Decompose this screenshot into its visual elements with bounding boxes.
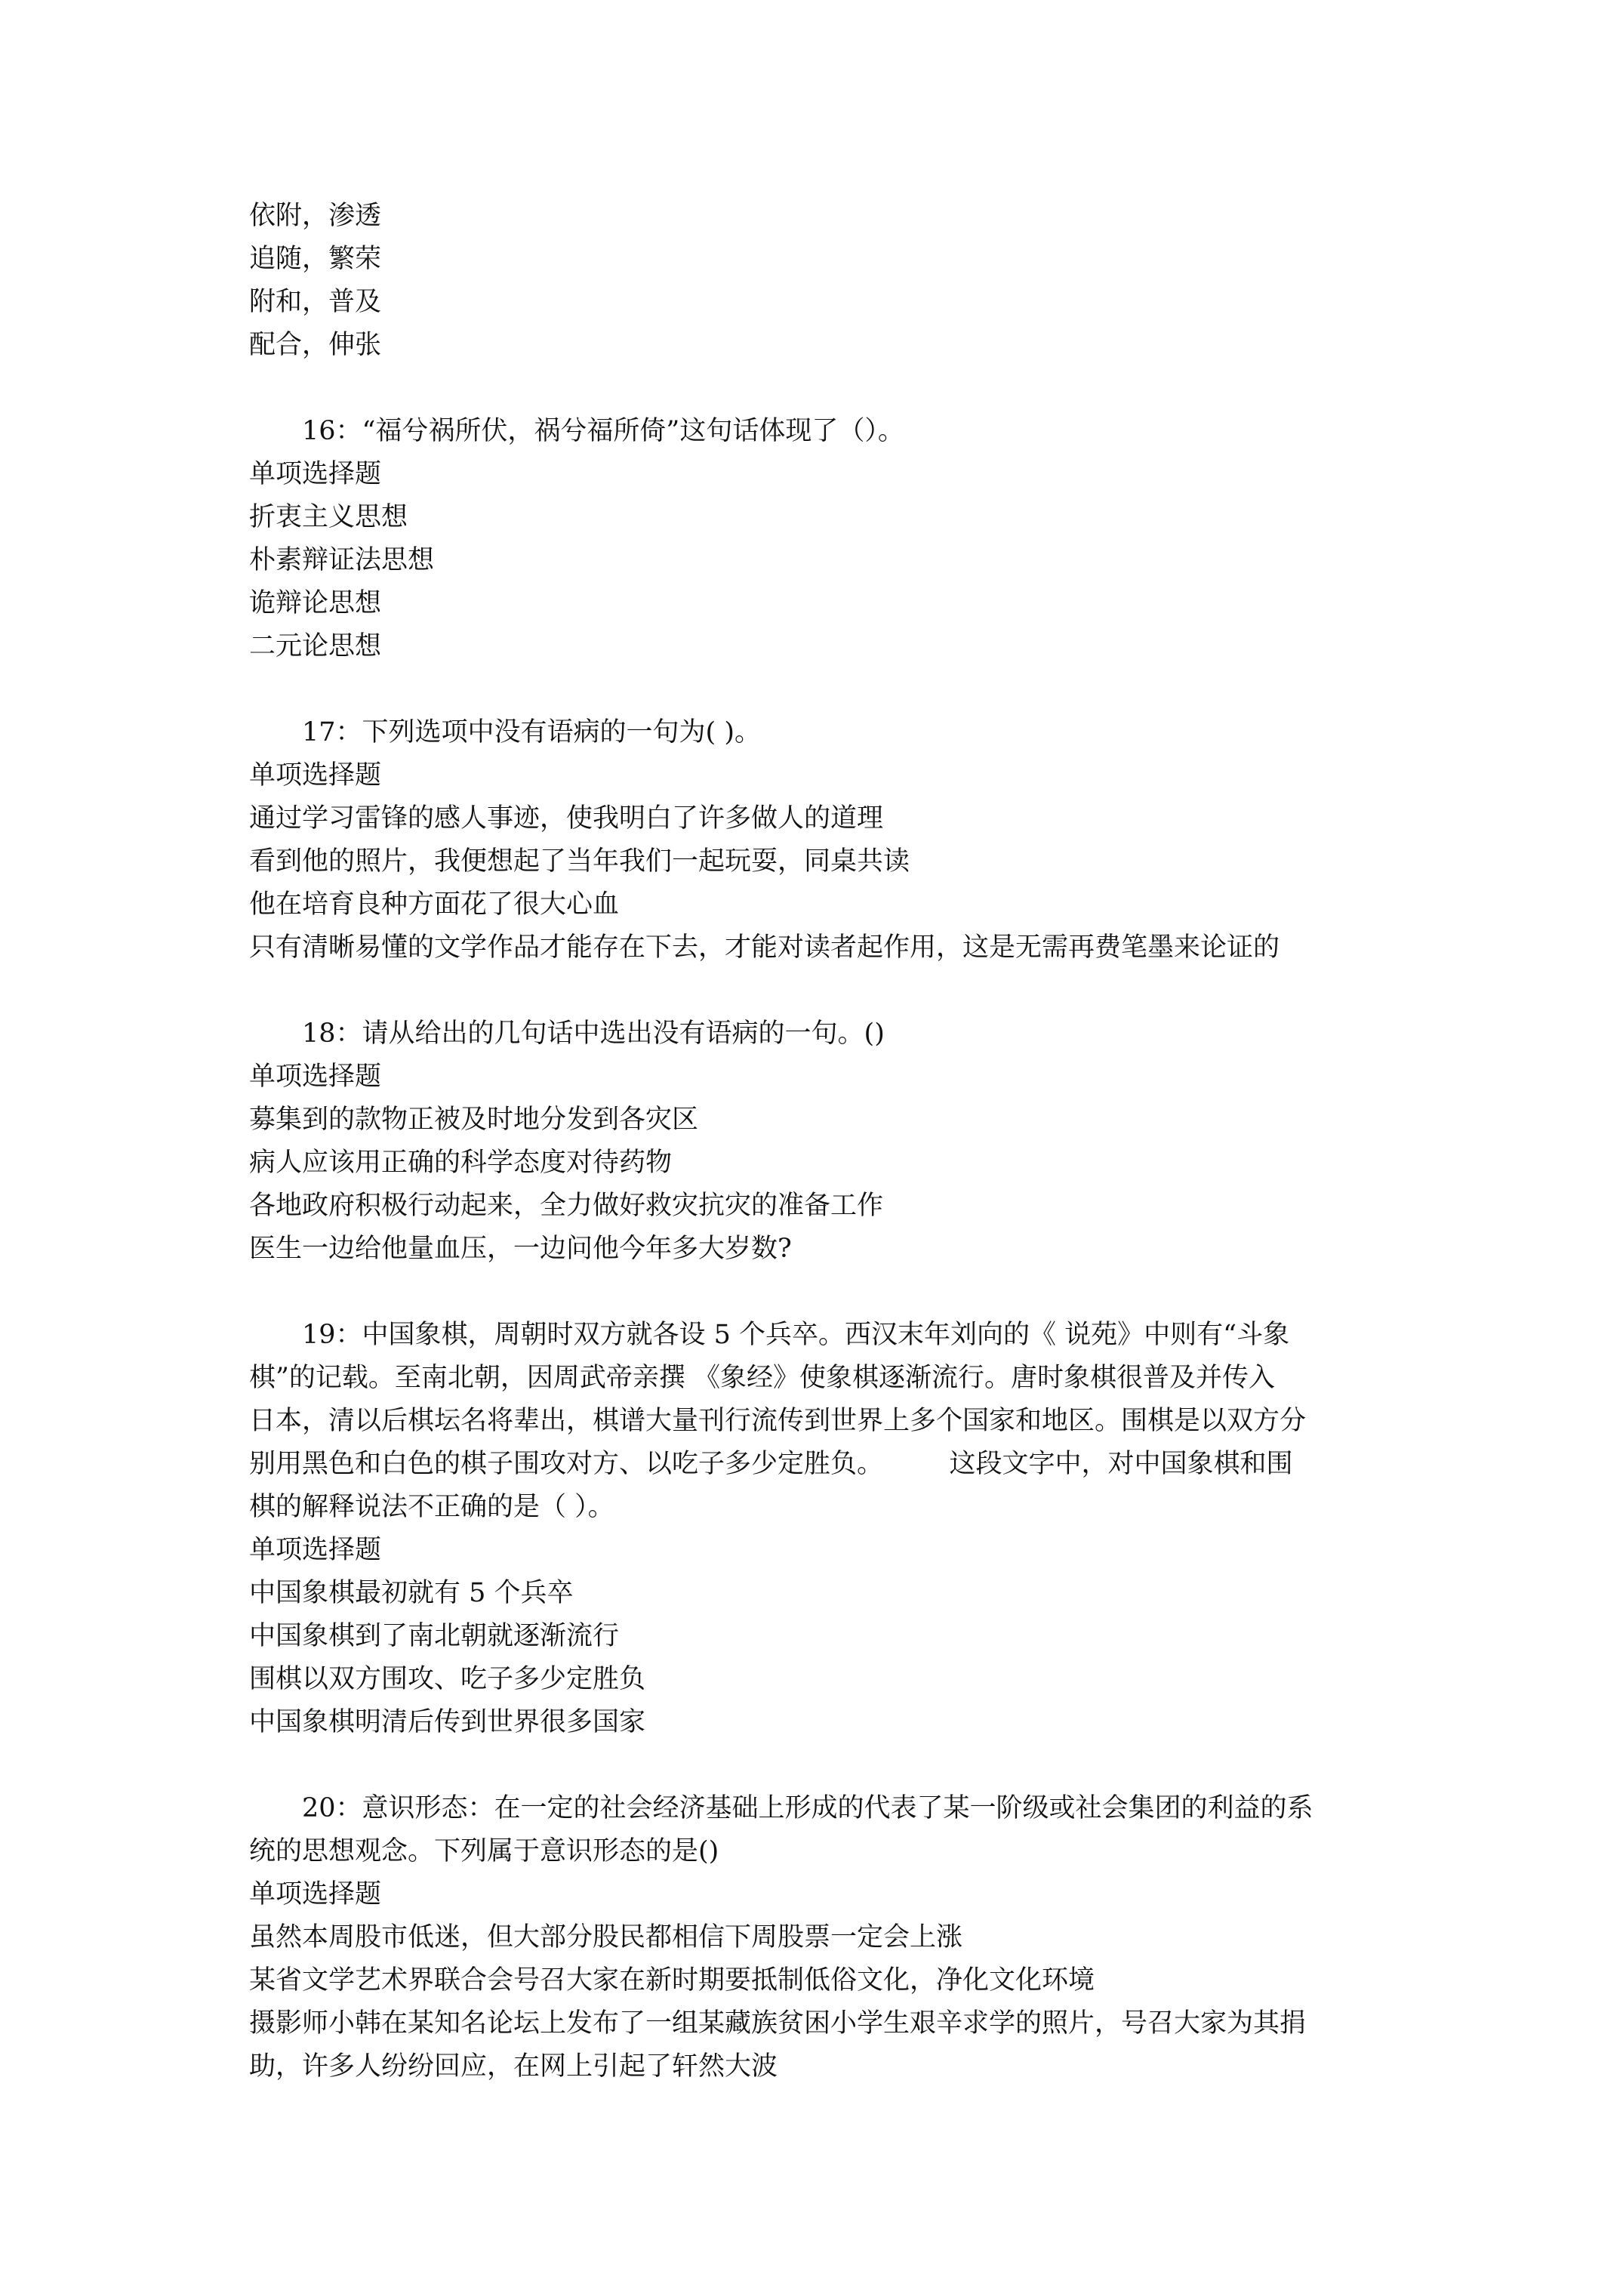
option: 他在培育良种方面花了很大心血 xyxy=(249,889,620,920)
option: 虽然本周股市低迷，但大部分股民都相信下周股票一定会上涨 xyxy=(249,1922,963,1952)
exam-page xyxy=(249,195,1397,2088)
question-stem-line: 棋”的记载。至南北朝，因周武帝亲撰 《象经》使象棋逐渐流行。唐时象棋很普及并传入 xyxy=(249,1363,1276,1393)
question-stem-line: 19：中国象棋，周朝时双方就各设 5 个兵卒。西汉末年刘向的《 说苑》中则有“斗象 xyxy=(302,1320,1290,1350)
option: 医生一边给他量血压，一边问他今年多大岁数? xyxy=(249,1234,792,1264)
option: 朴素辩证法思想 xyxy=(249,545,435,575)
option: 中国象棋到了南北朝就逐渐流行 xyxy=(249,1621,620,1651)
option: 二元论思想 xyxy=(249,631,382,661)
question-stem-line: 日本，清以后棋坛名将辈出，棋谱大量刊行流传到世界上多个国家和地区。围棋是以双方分 xyxy=(249,1406,1307,1436)
question-16 xyxy=(249,410,1397,668)
option: 某省文学艺术界联合会号召大家在新时期要抵制低俗文化，净化文化环境 xyxy=(249,1965,1095,1996)
option: 看到他的照片，我便想起了当年我们一起玩耍，同桌共读 xyxy=(249,846,910,877)
option: 助，许多人纷纷回应，在网上引起了轩然大波 xyxy=(249,2051,778,2082)
option: 摄影师小韩在某知名论坛上发布了一组某藏族贫困小学生艰辛求学的照片，号召大家为其捐 xyxy=(249,2008,1307,2039)
question-type: 单项选择题 xyxy=(249,1062,382,1092)
question-type: 单项选择题 xyxy=(249,760,382,791)
option: 附和，普及 xyxy=(249,287,382,317)
option: 通过学习雷锋的感人事迹，使我明白了许多做人的道理 xyxy=(249,803,884,834)
option: 病人应该用正确的科学态度对待药物 xyxy=(249,1148,673,1178)
option: 围棋以双方围攻、吃子多少定胜负 xyxy=(249,1664,646,1694)
option: 追随，繁荣 xyxy=(249,244,382,274)
question-stem-line: 20：意识形态：在一定的社会经济基础上形成的代表了某一阶级或社会集团的利益的系 xyxy=(302,1793,1313,1823)
option: 诡辩论思想 xyxy=(249,588,382,618)
option: 中国象棋最初就有 5 个兵卒 xyxy=(249,1578,574,1608)
option: 依附，渗透 xyxy=(249,201,382,231)
question-type: 单项选择题 xyxy=(249,1535,382,1565)
question-stem-line: 棋的解释说法不正确的是（ ）。 xyxy=(249,1492,614,1522)
question-type: 单项选择题 xyxy=(249,1879,382,1909)
leading-options xyxy=(249,195,1397,367)
question-19 xyxy=(249,1314,1397,1744)
question-stem: 17：下列选项中没有语病的一句为( )。 xyxy=(302,717,761,747)
question-stem: 16：“福兮祸所伏，祸兮福所倚”这句话体现了（）。 xyxy=(302,416,904,446)
question-20 xyxy=(249,1787,1397,2088)
option: 折衷主义思想 xyxy=(249,502,408,532)
option: 各地政府积极行动起来，全力做好救灾抗灾的准备工作 xyxy=(249,1191,884,1221)
question-17 xyxy=(249,711,1397,969)
option: 配合，伸张 xyxy=(249,330,382,360)
option: 只有清晰易懂的文学作品才能存在下去，才能对读者起作用，这是无需再费笔墨来论证的 xyxy=(249,932,1280,963)
option: 募集到的款物正被及时地分发到各灾区 xyxy=(249,1105,699,1135)
question-18 xyxy=(249,1012,1397,1271)
question-type: 单项选择题 xyxy=(249,459,382,489)
question-stem: 18：请从给出的几句话中选出没有语病的一句。() xyxy=(302,1019,885,1049)
option: 中国象棋明清后传到世界很多国家 xyxy=(249,1707,646,1737)
question-stem-line: 统的思想观念。下列属于意识形态的是() xyxy=(249,1836,719,1866)
question-stem-line: 别用黑色和白色的棋子围攻对方、以吃子多少定胜负。 这段文字中，对中国象棋和围 xyxy=(249,1449,1293,1479)
